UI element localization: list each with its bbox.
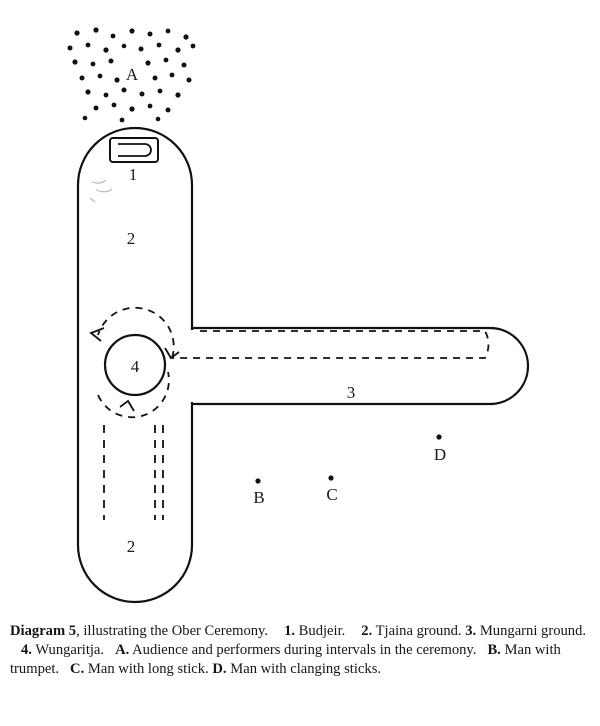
faint-marks [90, 180, 112, 202]
label-point-c: C [326, 485, 338, 504]
caption-text-c: Man with long stick. [87, 660, 209, 677]
dashed-movement-path [98, 308, 488, 417]
performer-point-c [326, 475, 337, 504]
caption-diagram-number: 5 [68, 623, 77, 639]
caption-text-4: Wungaritja. [35, 641, 105, 658]
caption-key-a: A. [115, 641, 130, 658]
caption-diagram-word: Diagram [10, 623, 66, 639]
caption-intro: , illustrating the Ober Ceremony. [76, 623, 269, 639]
caption-key-1: 1. [284, 623, 296, 639]
label-point-d: D [433, 445, 447, 464]
label-tjaina-bottom-2: 2 [126, 537, 136, 556]
caption-text-d: Man with clanging sticks. [230, 660, 382, 677]
caption-key-4: 4. [21, 641, 32, 658]
caption-text-a: Audience and performers during intervals in the ceremony. [132, 641, 477, 658]
label-mungarni-3: 3 [346, 383, 356, 402]
label-point-b: B [253, 488, 265, 507]
caption-key-3: 3. [465, 623, 477, 639]
budjeir-rect-inner [118, 144, 151, 156]
caption-key-2: 2. [361, 623, 373, 639]
caption-key-b: B. [487, 641, 501, 658]
caption-text-3: Mungarni ground. [479, 623, 587, 639]
caption-text-1: Budjeir. [298, 623, 346, 639]
lower-dashed-lines [104, 425, 163, 520]
caption-text-2: Tjaina ground. [375, 623, 462, 639]
label-tjaina-top-2: 2 [126, 229, 136, 248]
horizontal-ground-outline [192, 328, 528, 404]
performer-point-b [253, 478, 264, 507]
label-budjeir-1: 1 [128, 165, 138, 184]
performer-point-d [434, 434, 446, 464]
label-wungaritja-4: 4 [130, 357, 140, 376]
label-audience-a: A [125, 65, 139, 84]
figure-caption [10, 622, 592, 679]
caption-text-b: Man with trumpet. [10, 641, 561, 677]
caption-key-c: C. [70, 660, 85, 677]
caption-key-d: D. [212, 660, 227, 677]
